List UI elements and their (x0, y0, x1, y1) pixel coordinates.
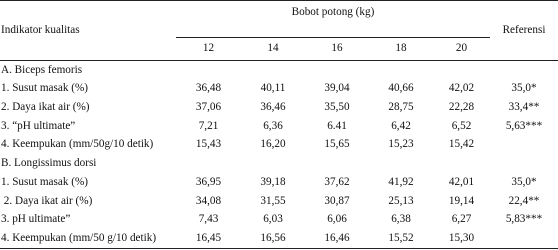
header-weight-16: 16 (305, 38, 369, 61)
cell-value: 36,46 (260, 101, 286, 114)
row-label: 4. Keempukan (mm/50g/10 detik) (1, 138, 154, 151)
cell-value: 15,30 (433, 229, 490, 248)
header-reference: Referensi (490, 1, 558, 61)
row-label: 4. Keempukan (mm/50 g/10 detik) (0, 229, 176, 248)
cell-value: 39,18 (260, 175, 286, 188)
cell-reference: 22,4** (508, 194, 540, 207)
cell-value: 40,11 (260, 82, 286, 95)
header-weight-14: 14 (241, 38, 305, 61)
table-row (0, 98, 558, 117)
cell-value: 15,43 (195, 138, 222, 151)
cell-reference: 5,83*** (505, 213, 543, 226)
table-row (0, 117, 558, 136)
cell-value: 7,21 (198, 119, 219, 132)
cell-reference: 33,4** (508, 101, 540, 114)
row-label: 1. Susut masak (%) (1, 175, 89, 188)
cell-value: 31,55 (260, 194, 286, 207)
cell-value: 22,28 (448, 101, 475, 114)
cell-value: 36,95 (195, 175, 222, 188)
cell-reference (490, 229, 558, 248)
header-weight-12: 12 (176, 38, 241, 61)
row-label: 1. Susut masak (%) (1, 82, 89, 95)
cell-value: 37,62 (324, 175, 350, 188)
section-title-longissimus-dorsi: B. Longissimus dorsi (1, 157, 97, 170)
row-label: 3. pH ultimate” (1, 213, 71, 226)
table-row (0, 192, 558, 211)
cell-reference: 5,63*** (505, 119, 543, 132)
cell-reference: 35,0* (511, 175, 537, 188)
cell-value: 6.41 (327, 119, 347, 132)
cell-value: 6,36 (263, 119, 283, 132)
cell-value: 6,38 (391, 213, 411, 226)
cell-value: 28,75 (388, 101, 414, 114)
section-title-biceps-femoris: A. Biceps femoris (1, 63, 83, 76)
cell-value: 30,87 (324, 194, 350, 207)
cell-value: 41,92 (388, 175, 414, 188)
cell-value: 37,06 (195, 101, 222, 114)
table-row (0, 211, 558, 230)
cell-value: 15,23 (388, 138, 414, 151)
cell-value: 16,20 (260, 138, 286, 151)
cell-value: 16,46 (305, 229, 369, 248)
cell-value: 19,14 (448, 194, 475, 207)
cell-value: 40,66 (388, 82, 414, 95)
cell-value: 15,65 (324, 138, 350, 151)
cell-value: 6,06 (327, 213, 347, 226)
table-row (0, 80, 558, 99)
header-weight-18: 18 (369, 38, 433, 61)
cell-value: 15,42 (448, 138, 475, 151)
cell-value: 35,50 (324, 101, 350, 114)
cell-value: 39,04 (324, 82, 350, 95)
table-row (0, 229, 558, 248)
header-indicator: Indikator kualitas (0, 1, 176, 61)
cell-value: 16,56 (241, 229, 305, 248)
table-row (0, 136, 558, 155)
header-weight-20: 20 (433, 38, 490, 61)
cell-value: 42,02 (448, 82, 475, 95)
cell-value: 6,03 (263, 213, 283, 226)
cell-reference: 35,0* (511, 82, 537, 95)
table-row (0, 173, 558, 192)
cell-reference (490, 136, 558, 155)
cell-value: 15,52 (369, 229, 433, 248)
cell-value: 6,27 (451, 213, 472, 226)
row-label: 2. Daya ikat air (%) (1, 194, 93, 207)
header-weight-group: Bobot potong (kg) (176, 1, 490, 38)
row-label: 2. Daya ikat air (%) (1, 101, 90, 114)
cell-value: 6,52 (451, 119, 472, 132)
cell-value: 34,08 (195, 194, 222, 207)
cell-value: 42,01 (448, 175, 475, 188)
cell-value: 25,13 (388, 194, 414, 207)
cell-value: 36,48 (195, 82, 222, 95)
row-label: 3. “pH ultimate” (1, 119, 76, 132)
cell-value: 6,42 (391, 119, 411, 132)
cell-value: 16,45 (176, 229, 241, 248)
cell-value: 7,43 (198, 213, 219, 226)
